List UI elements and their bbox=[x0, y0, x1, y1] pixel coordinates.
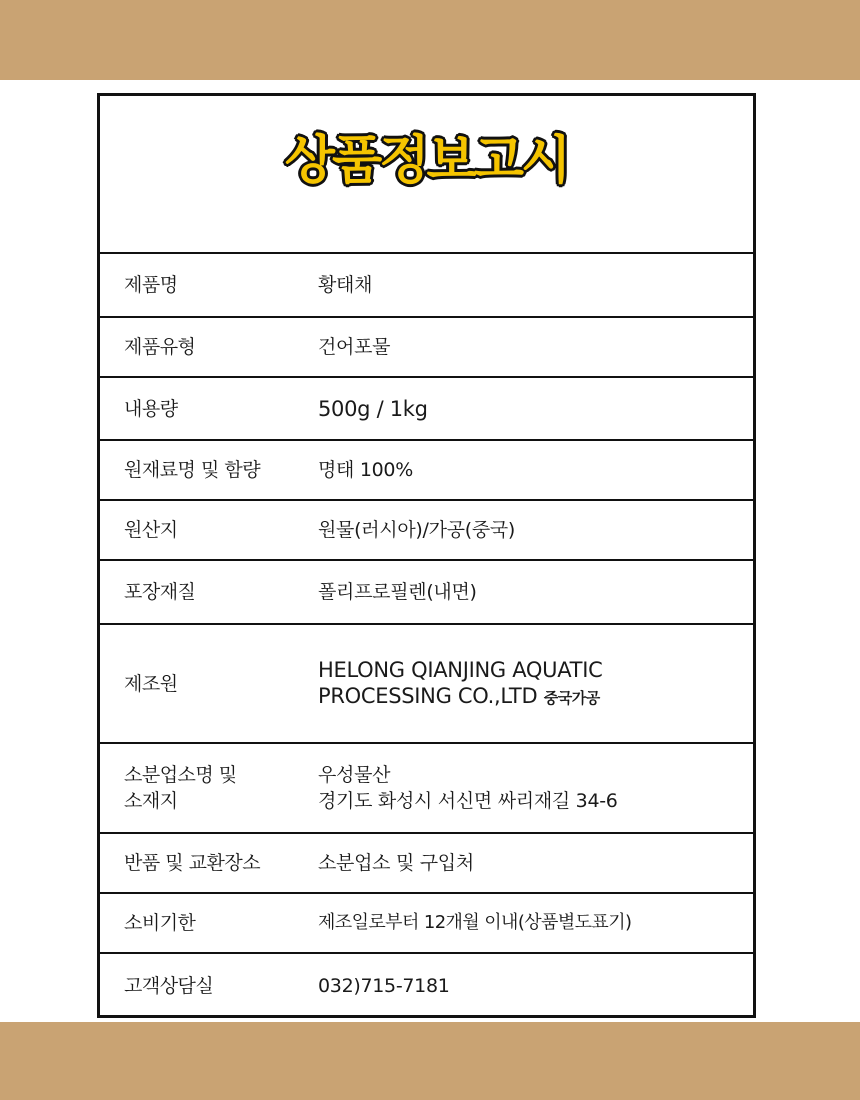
bottom-decorative-band bbox=[0, 1022, 860, 1100]
title-area bbox=[100, 96, 753, 254]
row-value: 원물(러시아)/가공(중국) bbox=[318, 519, 516, 541]
product-info-notice-table bbox=[97, 93, 756, 1018]
top-decorative-band bbox=[0, 0, 860, 80]
table-row-expiry bbox=[100, 894, 753, 954]
table-row-origin bbox=[100, 501, 753, 561]
row-value: 제조일로부터 12개월 이내(상품별도표기) bbox=[318, 912, 632, 933]
row-label: 제품유형 bbox=[124, 336, 196, 358]
table-row-return-exchange bbox=[100, 834, 753, 894]
row-label: 소비기한 bbox=[124, 912, 196, 934]
row-value bbox=[318, 762, 753, 814]
row-value: 건어포물 bbox=[318, 336, 391, 358]
table-row-product-name bbox=[100, 254, 753, 318]
row-value: 황태채 bbox=[318, 274, 373, 296]
table-row-ingredients bbox=[100, 441, 753, 501]
repackager-name: 우성물산 bbox=[318, 764, 391, 786]
label-line-2: 소재지 bbox=[124, 790, 178, 812]
row-label: 제조원 bbox=[124, 672, 178, 695]
table-row-manufacturer bbox=[100, 625, 753, 744]
manufacturer-line-2 bbox=[318, 683, 753, 711]
row-label: 포장재질 bbox=[124, 581, 196, 603]
row-label: 원재료명 및 함량 bbox=[124, 459, 261, 481]
table-row-packaging bbox=[100, 561, 753, 625]
row-value: 소분업소 및 구입처 bbox=[318, 852, 474, 874]
table-row-net-content bbox=[100, 378, 753, 441]
repackager-address: 경기도 화성시 서신면 싸리재길 34-6 bbox=[318, 790, 618, 812]
row-value: 032)715-7181 bbox=[318, 974, 450, 997]
row-label bbox=[100, 762, 318, 814]
row-label: 고객상담실 bbox=[124, 974, 214, 997]
label-line-1: 소분업소명 및 bbox=[124, 764, 237, 786]
table-row-customer-service bbox=[100, 954, 753, 1017]
row-value: 500g / 1kg bbox=[318, 396, 428, 421]
row-value: 폴리프로필렌(내면) bbox=[318, 581, 477, 603]
table-row-repackager bbox=[100, 744, 753, 834]
row-label: 반품 및 교환장소 bbox=[124, 852, 261, 874]
manufacturer-name-end: PROCESSING CO.,LTD bbox=[318, 683, 538, 708]
row-label: 내용량 bbox=[124, 397, 178, 420]
row-label: 제품명 bbox=[124, 274, 178, 296]
manufacturer-suffix: 중국가공 bbox=[543, 688, 600, 707]
page-title: 상품정보고시 bbox=[284, 131, 569, 191]
manufacturer-line-1: HELONG QIANJING AQUATIC bbox=[318, 657, 603, 682]
row-value: 명태 100% bbox=[318, 459, 413, 481]
table-row-product-type bbox=[100, 318, 753, 378]
row-value bbox=[318, 657, 753, 711]
row-label: 원산지 bbox=[124, 519, 178, 541]
